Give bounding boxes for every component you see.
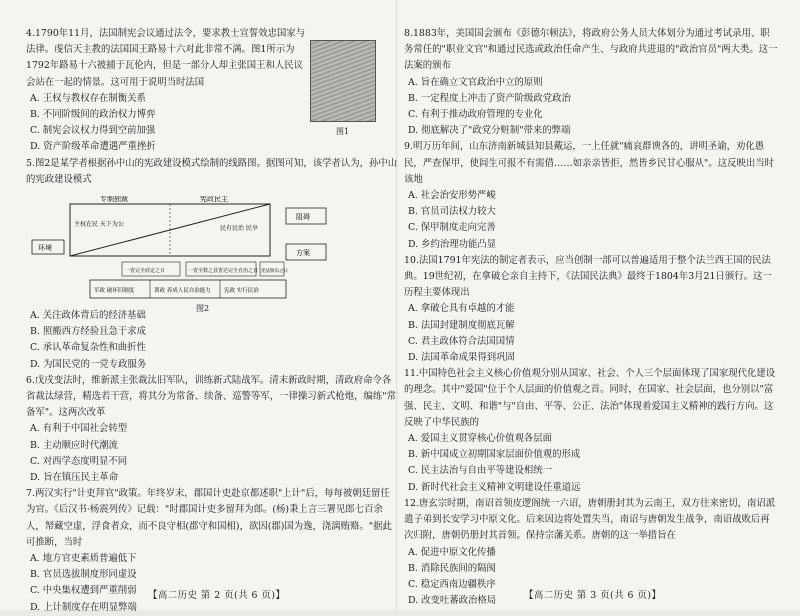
q12-option-b: B. 消除民族间的隔阂 [408, 562, 496, 574]
label-step2: 一省全数之县皆达完全自治之日 [188, 268, 259, 274]
q7-option-a: A. 地方官吏素质普遍低下 [30, 553, 137, 565]
q10-stem: 10.法国1791年宪法的制定者表示，应当创制一部可以普遍适用于整个法兰西王国的民法典。19世纪初，在拿破仑亲自主持下，《法国民法典》最终于1804年3月21日颁行。这一历程主要体现出 [404, 254, 772, 299]
q6-option-c: C. 对西学态度明显不同 [30, 455, 128, 467]
q4-option-d: D. 资产阶级革命遭遇严重挫折 [30, 141, 156, 153]
q11-option-a: A. 爱国主义贯穿核心价值观各层面 [408, 433, 552, 445]
q8-option-b: B. 一定程度上冲击了资产阶级政党政治 [408, 92, 571, 104]
q7-option-d: D. 上计制度存在明显弊端 [30, 601, 137, 613]
q9-option-b: B. 官员司法权力较大 [408, 206, 496, 218]
q9-option-c: C. 保甲制度走向完善 [408, 222, 496, 234]
q10-option-c: C. 君主政体符合法国国情 [408, 335, 515, 347]
q9-option-d: D. 乡约治理功能凸显 [408, 238, 497, 250]
label-top-right: 宪政民主 [200, 196, 228, 203]
label-plan: 方案 [296, 249, 310, 257]
q6-option-b: B. 主动顺应时代潮流 [30, 439, 118, 451]
label-left-block: 主权在民 天下为公 [74, 221, 124, 228]
label-step3: 宪法颁布之日 [261, 269, 288, 274]
label-env: 环境 [38, 244, 52, 252]
q5-option-c: C. 承认革命复杂性和曲折性 [30, 342, 146, 354]
q4-option-a: A. 王权与教权存在制衡关系 [30, 92, 146, 104]
figure-1-engraving [310, 40, 376, 122]
q12-option-c: C. 稳定西南边疆秩序 [408, 578, 496, 590]
q10-option-b: B. 法国封建制度彻底瓦解 [408, 319, 515, 331]
q7-option-c: C. 中央集权遭到严重削弱 [30, 585, 137, 597]
q10-option-d: D. 法国革命成果得到巩固 [408, 352, 515, 364]
label-phase2: 训政 养成人民自治能力 [154, 288, 211, 294]
q5-option-d: D. 为国民党的一党专政服务 [30, 358, 147, 370]
q11-option-b: B. 新中国成立初期国家层面价值观的形成 [408, 449, 581, 461]
q10-option-a: A. 拿破仑具有卓越的才能 [408, 303, 515, 315]
q5-option-a: A. 关注政体背后的经济基础 [30, 310, 146, 322]
q6-option-a: A. 有利于中国社会转型 [30, 423, 128, 435]
q4-option-b: B. 不同阶级间的政治权力博弈 [30, 109, 156, 121]
q7-option-b: B. 官员选拔制度形同虚设 [30, 569, 137, 581]
label-step1: 一省完全底定之日 [125, 268, 166, 274]
q5-option-b: B. 照搬西方经验且急于求成 [30, 326, 146, 338]
q4-stem: 4.1790年11月，法国制宪会议通过法令，要求教士宣誓效忠国家与法律。虔信天主教的法国国王路易十六对此非常不满。图1所示为1792年路易十六被捕于瓦伦内，但是一部分人却主张国王和人民议会站在一起的情景。这可用于说明当时法国 [26, 28, 306, 88]
q8-option-c: C. 有利于推动政府管理的专业化 [408, 109, 543, 121]
q4-option-c: C. 制宪会议权力得到空前加强 [30, 125, 156, 137]
q7-stem: 7.两汉实行"计吏拜官"政策。年终岁末，郡国计吏赴京都述职"上计"后，每每被朝廷留任为官。《后汉书·杨震列传》记载："时郡国计吏多留拜为郎。(杨)秉上言三署见郎七百余人，帑藏空虚，浮食者众，而不良守相(郡守和国相)，欲因(郡)国为逸，浇漓贿赂。"据此可推断，当时 [26, 488, 392, 548]
label-right-block: 民有民治 民享 [220, 225, 258, 232]
label-top-left: 专制独裁 [100, 196, 128, 203]
right-page [404, 26, 778, 609]
figure-2-caption: 图2 [196, 304, 210, 313]
q9-option-a: A. 社会治安形势严峻 [408, 190, 496, 202]
q6-stem: 6.戊戌变法时，维新派主张裁汰旧军队，训练新式陆战军。清末新政时期，清政府命令各省裁汰绿营，精选若干营，将其分为常备、续备、巡警等军，一律操习新式枪炮，编练"常备军"。这两次改革 [26, 374, 396, 419]
q5-stem: 5.图2是某学者根据孙中山的宪政建设模式绘制的线路图。据图可知，该学者认为，孙中山的宪政建设模式 [26, 157, 398, 185]
figure-1-caption: 图1 [336, 127, 350, 136]
q12-option-a: A. 促进中原文化传播 [408, 546, 496, 558]
figure-2-diagram [30, 196, 350, 300]
q11-option-d: D. 新时代社会主义精神文明建设任重道远 [408, 481, 581, 493]
right-page-footer: 【高二历史 第 3 页(共 6 页)】 [524, 590, 662, 601]
q6-option-d: D. 旨在镇压民主革命 [30, 472, 119, 484]
left-page-footer: 【高二历史 第 2 页(共 6 页)】 [148, 590, 286, 601]
q12-stem: 12.唐玄宗时期，南诏首领皮逻阁统一六诏，唐朝册封其为云南王，双方往来密切，南诏派遣子弟到长安学习中原文化。后来因边将处置失当，南诏与唐朝发生战争，南诏战败后再次归附，唐朝仍册封其首领。保持宗藩关系。唐朝的这一举措旨在 [404, 497, 776, 542]
label-phase1: 军政 破坏旧制度 [94, 288, 135, 294]
q8-option-a: A. 旨在确立文官政治中立的原则 [408, 76, 543, 88]
q11-stem: 11.中国特色社会主义核心价值观分别从国家、社会、个人三个层面体现了国家现代化建设的理念。其中"爱国"位于个人层面的价值观之首。同时，在国家、社会层面，也分别以"富强、民主、文明、和谐"与"自由、平等、公正、法治"体现着爱国主义精神的践行方向。这反映了中华民族的 [404, 368, 776, 428]
q8-stem: 8.1883年，美国国会颁布《彭德尔顿法》，将政府公务人员大体划分为通过考试录用、职务常任的"职业文官"和通过民选或政治任命产生、与政府共进退的"政治官员"两大类。这一法案的颁布 [404, 28, 778, 72]
q9-stem: 9.明万历年间，山东济南新城县知县戴运，一上任就"痛哀群谀各的，讲明圣谕，劝化愚民，严查保甲，使闾生可报不有需借……如亲亲皆拒，然皆乡民甘心服从"。这反映出当时该地 [404, 141, 774, 185]
label-phase3: 宪政 实行民治 [224, 288, 259, 294]
label-obstacle: 阻碍 [296, 213, 310, 221]
q11-option-c: C. 民主法治与自由平等建设相统一 [408, 465, 553, 477]
q12-option-d: D. 改变吐蕃政治格局 [408, 595, 497, 607]
q8-option-d: D. 彻底解决了"政党分赃制"带来的弊端 [408, 125, 571, 137]
